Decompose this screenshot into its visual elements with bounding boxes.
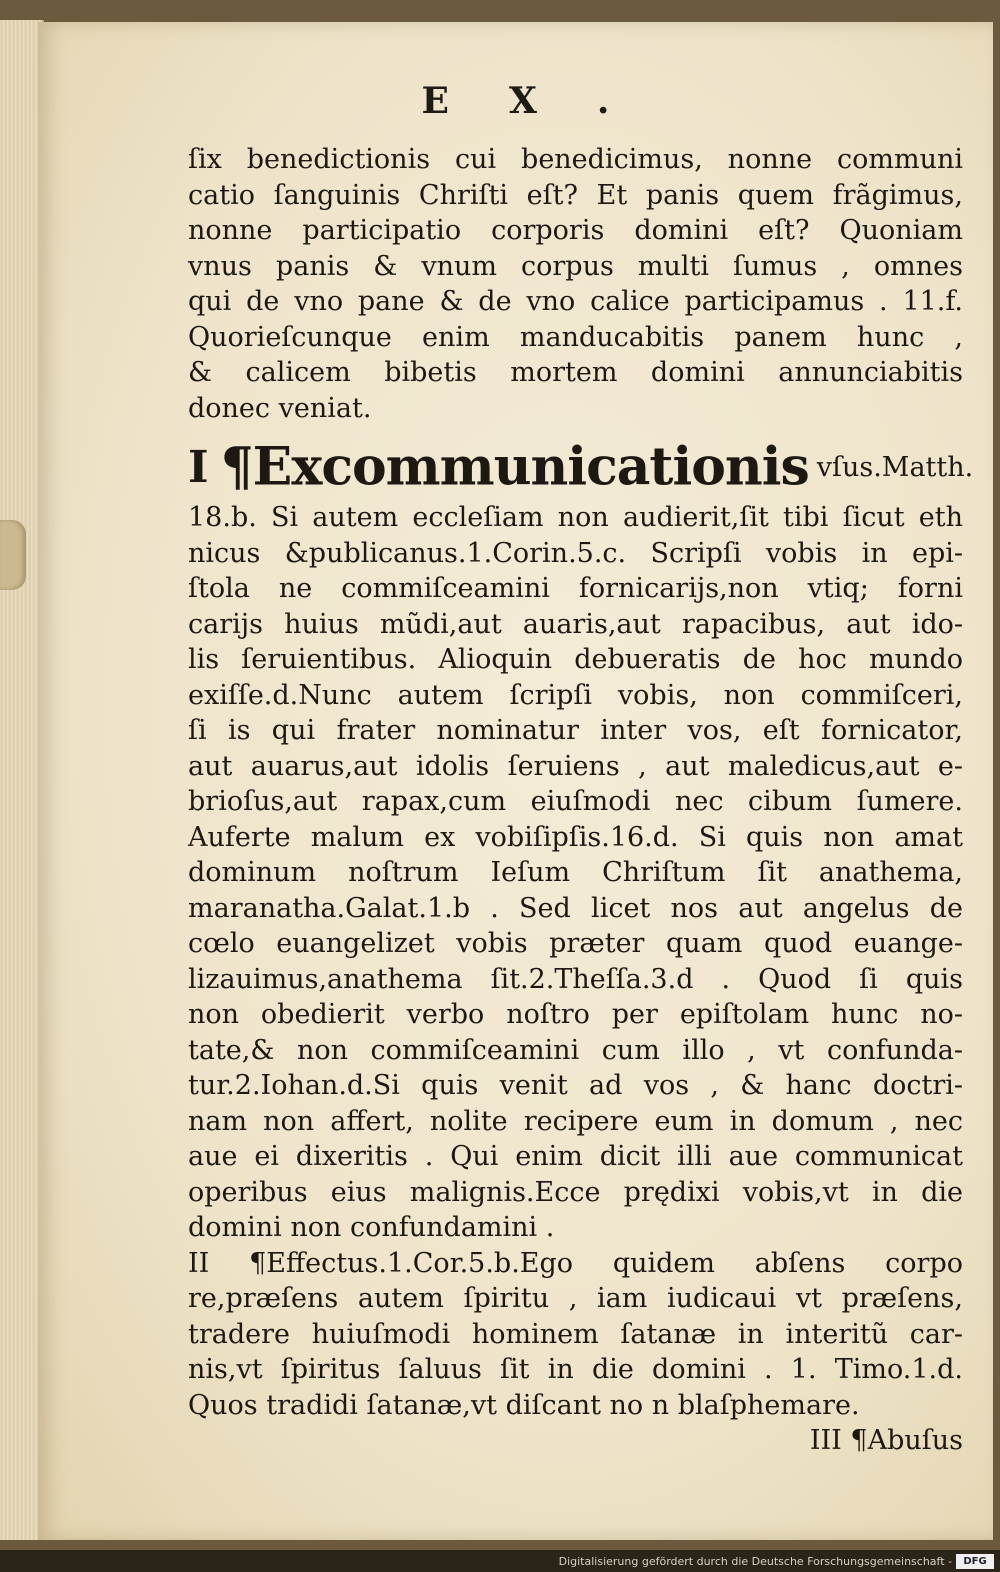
text-line: ſix benedictionis cui benedicimus, nonne communi [188, 144, 963, 175]
paragraph-3 [188, 1246, 963, 1424]
text-line: aue ei dixeritis . Qui enim dicit illi aue communicat [188, 1141, 963, 1172]
text-line: non obedierit verbo noſtro per epiſtolam hunc no- [188, 999, 963, 1030]
catchword: III ¶Abuſus [809, 1425, 963, 1456]
header-left: E [421, 80, 509, 122]
text-line: Quos tradidi ſatanæ,vt diſcant no n blaſphemare. [188, 1389, 860, 1421]
text-line: nam non affert, nolite recipere eum in domum , nec [188, 1105, 963, 1137]
text-line: tate,& non commiſceamini cum illo , vt confunda- [188, 1034, 963, 1066]
dfg-logo: DFG [956, 1554, 994, 1569]
heading-title: ¶Excommunicationis [220, 436, 809, 498]
heading-rest: vſus.Matth. [816, 451, 974, 483]
page [38, 22, 993, 1540]
text-line: brioſus,aut rapax,cum eiuſmodi nec cibum ſumere. [188, 786, 963, 817]
text-line: tradere huiuſmodi hominem ſatanæ in interitũ car- [188, 1318, 963, 1350]
text-line: exiſſe.d.Nunc autem ſcripſi vobis, non commiſceri, [188, 679, 963, 711]
text-line: catio ſanguinis Chriſti eſt? Et panis quem frãgimus, [188, 179, 963, 211]
text-line: ſi is qui frater nominatur inter vos, eſt fornicator, [188, 715, 963, 746]
text-line: II ¶Effectus.1.Cor.5.b.Ego quidem abſens corpo [188, 1247, 963, 1279]
text-line: cœlo euangelizet vobis præter quam quod euange- [188, 928, 963, 959]
text-line: & calicem bibetis mortem domini annunciabitis [188, 357, 963, 388]
book-clasp [0, 520, 26, 590]
text-line: nonne participatio corporis domini eſt? Quoniam [188, 215, 963, 246]
text-line: Auferte malum ex vobiſipſis.16.d. Si quis non amat [188, 821, 963, 853]
text-line: donec veniat. [188, 392, 372, 424]
section-heading [188, 436, 974, 498]
text-line: tur.2.Iohan.d.Si quis venit ad vos , & hanc doctri- [188, 1070, 963, 1101]
page-header [38, 80, 993, 122]
text-line: dominum noſtrum Ieſum Chriſtum ſit anathema, [188, 857, 963, 888]
text-line: 18.b. Si autem eccleſiam non audierit,ſit tibi ſicut eth [188, 502, 963, 533]
text-line: nicus &publicanus.1.Corin.5.c. Scripſi vobis in epi- [188, 537, 963, 569]
text-line: ſtola ne commiſceamini fornicarijs,non vtiq; forni [188, 573, 963, 604]
text-line: Quorieſcunque enim manducabitis panem hunc , [188, 321, 963, 353]
text-line: lizauimus,anathema ſit.2.Theſſa.3.d . Quod ſi quis [188, 963, 963, 995]
text-line: carijs huius mũdi,aut auaris,aut rapacibus, aut ido- [188, 608, 963, 640]
text-line: operibus eius malignis.Ecce prędixi vobis,vt in die [188, 1176, 963, 1208]
text-line: qui de vno pane & de vno calice participamus . 11.f. [188, 286, 963, 317]
paragraph-2 [188, 500, 963, 1246]
text-line: nis,vt ſpiritus ſaluus ſit in die domini . 1. Timo.1.d. [188, 1354, 963, 1385]
text-line: vnus panis & vnum corpus multi ſumus , omnes [188, 250, 963, 282]
text-line: re,præſens autem ſpiritu , iam iudicaui vt præſens, [188, 1283, 963, 1314]
paragraph-1 [188, 142, 963, 426]
text-line: lis ſeruientibus. Alioquin debueratis de hoc mundo [188, 644, 963, 675]
text-line: domini non confundamini . [188, 1212, 555, 1243]
footer-credit: Digitalisierung gefördert durch die Deutsche Forschungsgemeinschaft - [558, 1555, 952, 1568]
text-line: aut auarus,aut idolis ſeruiens , aut maledicus,aut e- [188, 750, 963, 782]
heading-number: I [188, 441, 209, 493]
text-block [188, 142, 974, 1459]
header-right: X. [508, 80, 670, 122]
text-line: maranatha.Galat.1.b . Sed licet nos aut angelus de [188, 892, 963, 924]
footer-bar [0, 1550, 1000, 1572]
